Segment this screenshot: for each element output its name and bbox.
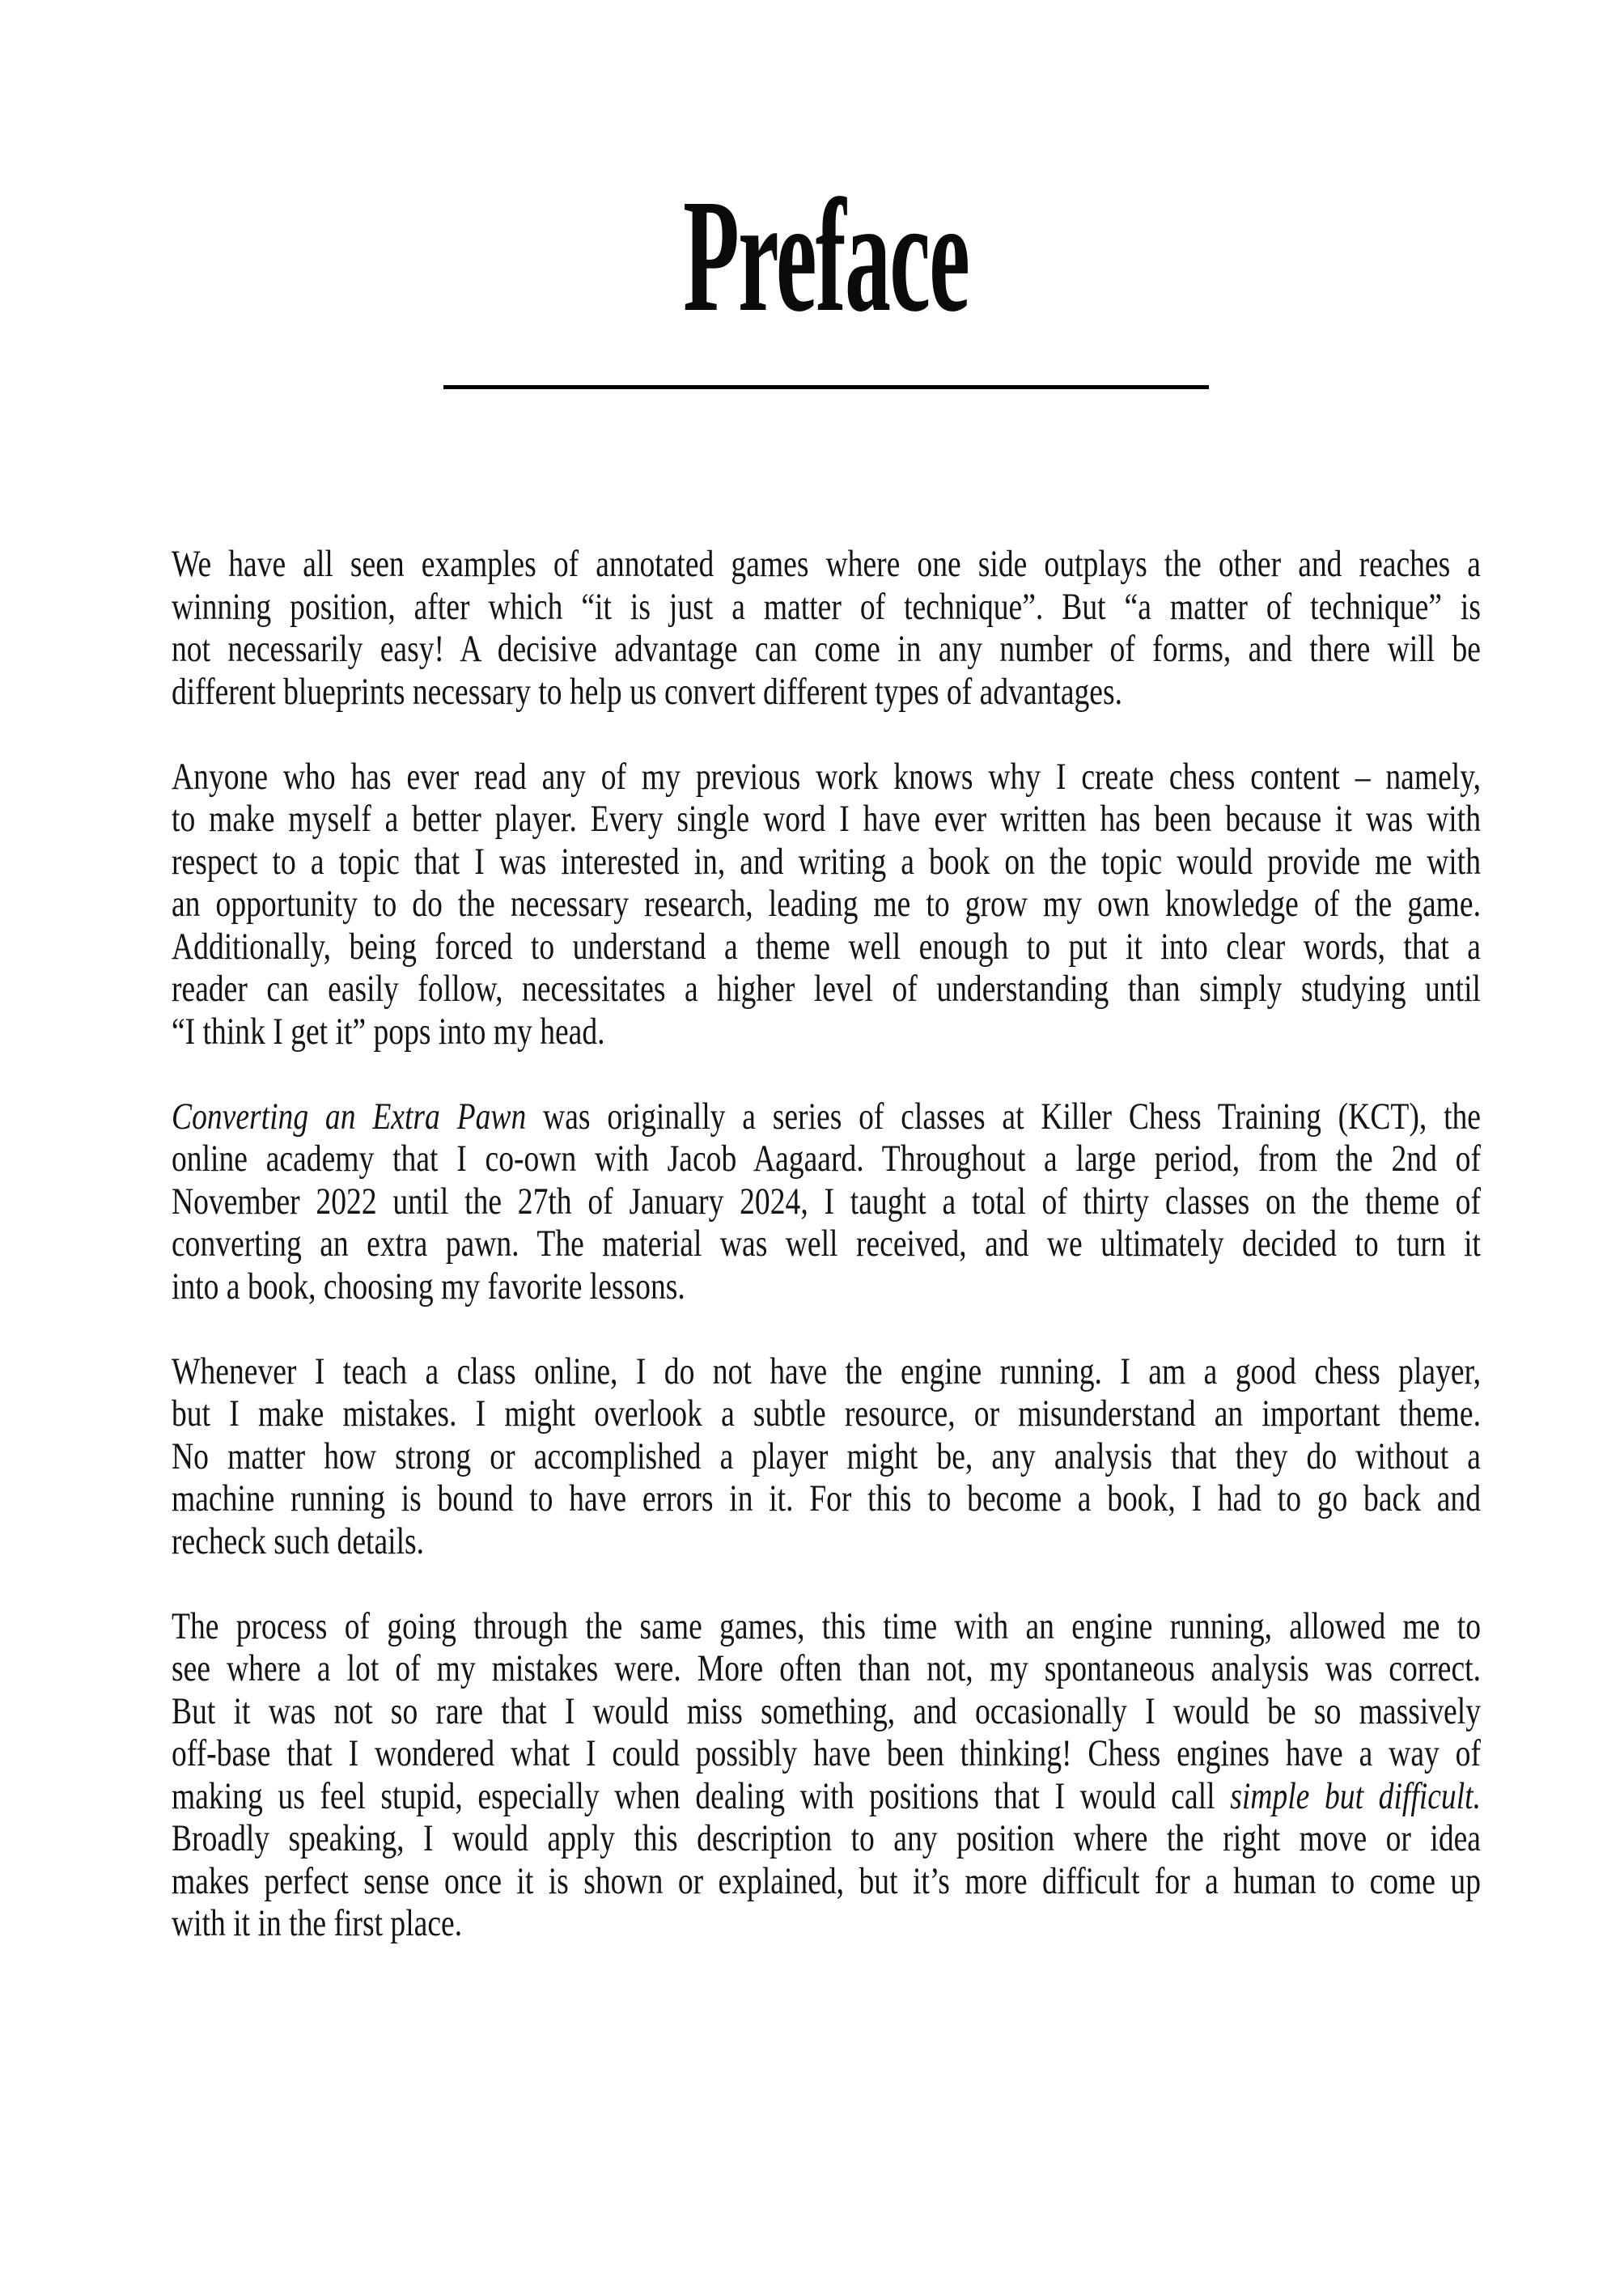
text-segment: with it in the first place. [172,1902,463,1944]
text-line [172,1392,1481,1435]
text-line [172,1350,1481,1393]
text-segment: into a book, choosing my favorite lessons. [172,1265,685,1308]
text-segment: respect to a topic that I was interested in, and writing a book on the topic would provide me with [172,840,1481,883]
text-line [172,883,1481,926]
text-segment: Anyone who has ever read any of my previous work knows why I create chess content – namely, [172,755,1481,798]
text-segment: Additionally, being forced to understand a theme well enough to put it into clear words, that a [172,925,1481,968]
text-segment: online academy that I co-own with Jacob Aagaard. Throughout a large period, from the 2nd of [172,1138,1481,1180]
text-line [172,798,1481,841]
text-segment: But it was not so rare that I would miss something, and occasionally I would be so massively [172,1689,1481,1732]
text-segment: No matter how strong or accomplished a player might be, any analysis that they do without a [172,1435,1481,1477]
paragraph [172,1096,1481,1308]
text-segment: an opportunity to do the necessary research, leading me to grow my own knowledge of the game. [172,883,1481,925]
text-line [172,1775,1481,1818]
text-line [172,1732,1481,1775]
text-segment: making us feel stupid, especially when dealing with positions that I would call [172,1774,1231,1817]
text-segment: Broadly speaking, I would apply this description to any position where the right move or idea [172,1817,1481,1859]
text-line [172,1435,1481,1478]
italic-text-segment: simple but difficult. [1230,1774,1481,1817]
text-line [172,926,1481,968]
text-line [172,543,1481,586]
text-line [172,1902,1481,1945]
text-line [172,1096,1481,1138]
text-segment: different blueprints necessary to help us convert different types of advantages. [172,670,1123,713]
text-segment: but I make mistakes. I might overlook a subtle resource, or misunderstand an important theme. [172,1392,1481,1435]
page-title [172,167,1481,345]
text-segment: was originally a series of classes at Killer Chess Training (KCT), the [526,1095,1481,1138]
text-segment: not necessarily easy! A decisive advantage can come in any number of forms, and there will be [172,628,1481,670]
text-segment: “I think I get it” pops into my head. [172,1010,605,1053]
text-segment: Whenever I teach a class online, I do not have the engine running. I am a good chess player, [172,1350,1481,1392]
text-line [172,671,1481,714]
text-line [172,1138,1481,1180]
text-segment: see where a lot of my mistakes were. More often than not, my spontaneous analysis was correct. [172,1647,1481,1689]
paragraph [172,756,1481,1053]
text-line [172,1265,1481,1308]
text-segment: The process of going through the same games, this time with an engine running, allowed me to [172,1604,1481,1647]
text-line [172,1647,1481,1690]
text-segment: recheck such details. [172,1519,425,1562]
text-line [172,1520,1481,1563]
italic-text-segment: Converting an Extra Pawn [172,1095,527,1138]
text-line [172,1011,1481,1053]
text-line [172,1817,1481,1860]
text-line [172,1477,1481,1520]
text-segment: reader can easily follow, necessitates a higher level of understanding than simply studying until [172,968,1481,1010]
text-line [172,756,1481,799]
text-segment: off-base that I wondered what I could possibly have been thinking! Chess engines have a way of [172,1732,1481,1774]
text-segment: machine running is bound to have errors in it. For this to become a book, I had to go back and [172,1477,1481,1519]
text-line [172,968,1481,1011]
text-line [172,586,1481,629]
text-line [172,841,1481,884]
text-segment: winning position, after which “it is just a matter of technique”. But “a matter of technique” is [172,585,1481,628]
text-line [172,1605,1481,1648]
text-line [172,628,1481,671]
paragraph [172,1605,1481,1945]
text-line [172,1180,1481,1223]
paragraph [172,1350,1481,1563]
preface-body [172,543,1481,1945]
text-segment: to make myself a better player. Every single word I have ever written has been because it was with [172,798,1481,840]
text-segment: converting an extra pawn. The material was well received, and we ultimately decided to turn it [172,1223,1481,1265]
text-segment: makes perfect sense once it is shown or explained, but it’s more difficult for a human to come up [172,1859,1481,1902]
text-segment: November 2022 until the 27th of January 2024, I taught a total of thirty classes on the theme of [172,1180,1481,1223]
title-rule [443,385,1209,389]
text-line [172,1690,1481,1733]
paragraph [172,543,1481,713]
page-title-text: Preface [683,167,969,345]
text-line [172,1223,1481,1265]
text-line [172,1860,1481,1903]
text-segment: We have all seen examples of annotated games where one side outplays the other and reaches a [172,543,1481,585]
